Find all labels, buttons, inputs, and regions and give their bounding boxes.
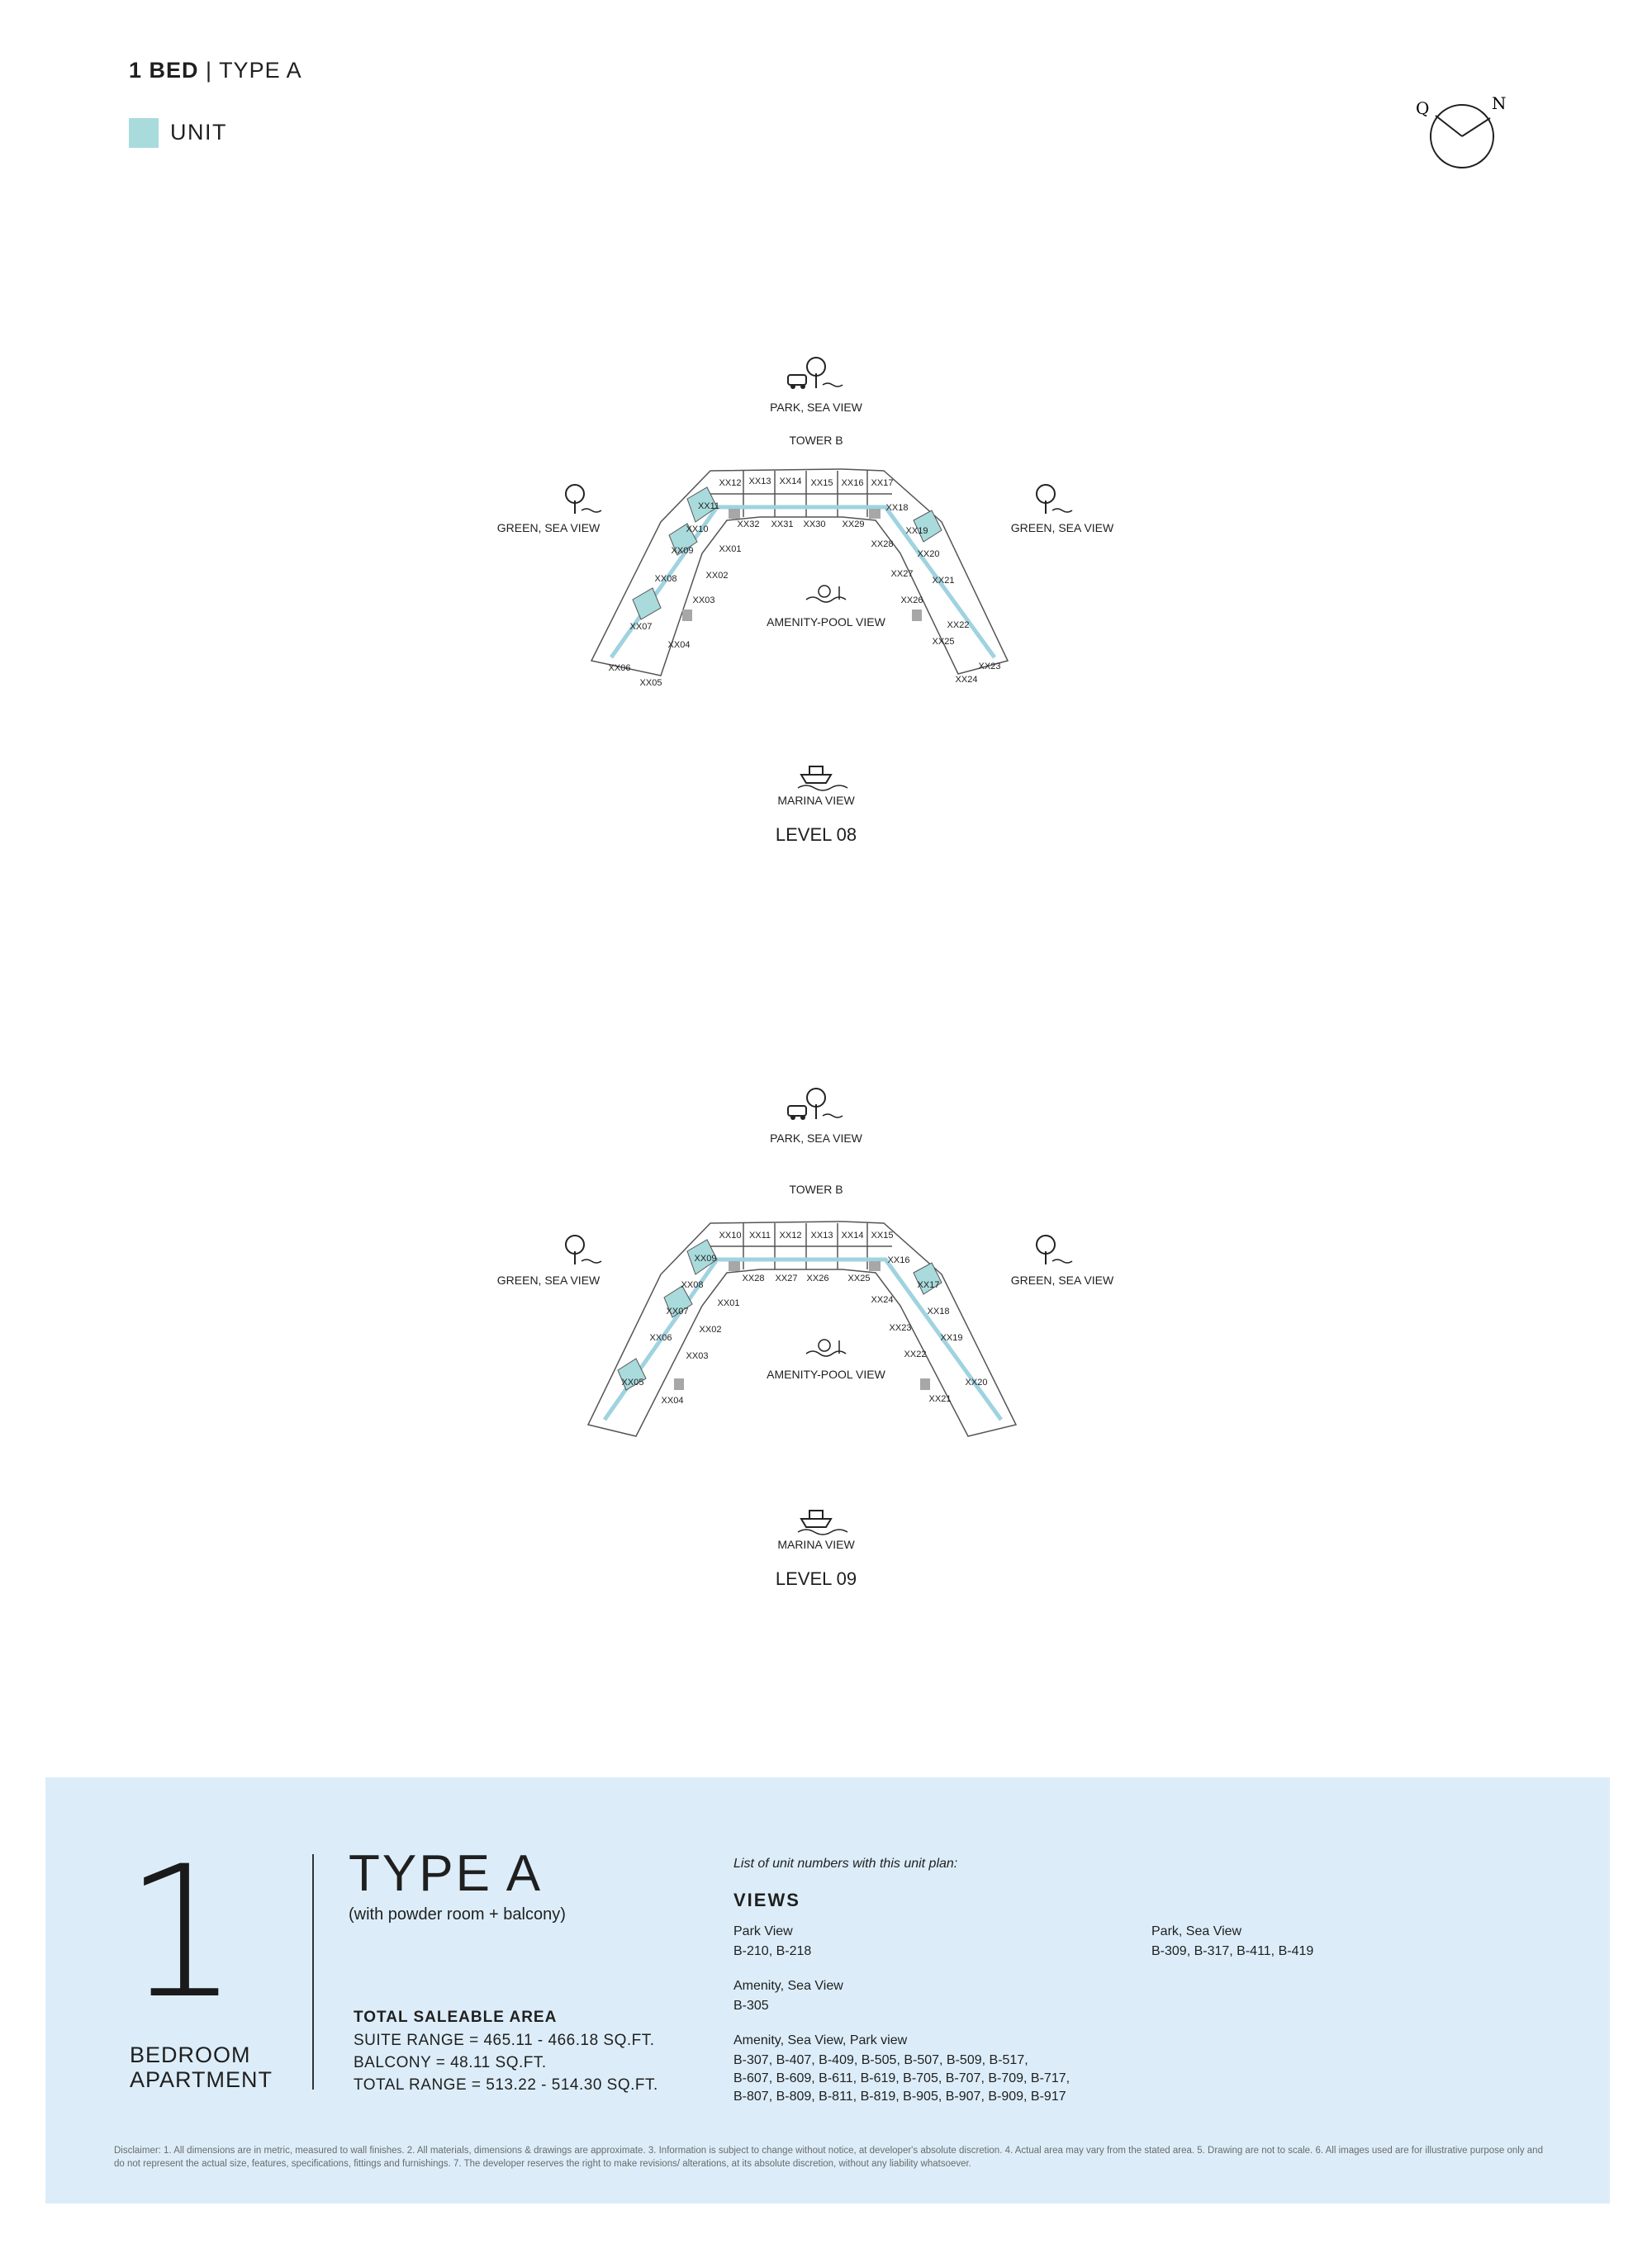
l08-right-inner-label: XX25 bbox=[932, 637, 955, 647]
l08-right-outer-label: XX19 bbox=[905, 526, 928, 536]
l09-right-outer-label: XX19 bbox=[940, 1333, 963, 1343]
disclaimer: Disclaimer: 1. All dimensions are in metric, measured to wall finishes. 2. All materials, dimensions & drawings are approximate. 3. Information is subject to change without notice, at developer's absolute discretion. 4. Actual area may vary from the stated area. 5. Drawing are not to scale. 6. All images used are for illustrative purpose only and do not represent the actual size, features, specifications, fittings and furnishings. 7. The developer reserves the right to make revisions/ alterations, at its absolute discretion, without any liability whatsoever. bbox=[114, 2146, 1543, 2169]
l09-top-row-label: XX12 bbox=[779, 1231, 802, 1241]
view-units-line: B-307, B-407, B-409, B-505, B-507, B-509, B-517, bbox=[733, 2053, 1028, 2067]
l08-left-view: GREEN, SEA VIEW bbox=[496, 521, 601, 534]
balcony-area: BALCONY = 48.11 SQ.FT. bbox=[354, 2054, 547, 2071]
l09-tower-label: TOWER B bbox=[789, 1183, 843, 1196]
type-subtitle: (with powder room + balcony) bbox=[349, 1905, 566, 1924]
view-units: B-305 bbox=[733, 1999, 769, 2013]
views-heading: VIEWS bbox=[733, 1890, 800, 1910]
l09-right-outer-label: XX17 bbox=[917, 1280, 940, 1290]
park-view-icon bbox=[788, 1089, 843, 1120]
view-units: B-309, B-317, B-411, B-419 bbox=[1151, 1944, 1314, 1958]
l08-left-inner-label: XX04 bbox=[667, 640, 691, 650]
l09-top-row-label: XX13 bbox=[810, 1231, 833, 1241]
compass-n-label: N bbox=[1492, 93, 1507, 113]
page-title bbox=[129, 58, 302, 83]
bedroom-apartment-label bbox=[130, 2042, 287, 2092]
boat-icon bbox=[798, 1511, 847, 1535]
l08-left-outer-label: XX05 bbox=[639, 678, 662, 688]
bedroom-word: BEDROOM bbox=[130, 2042, 251, 2067]
boat-icon bbox=[798, 766, 847, 790]
area-heading: TOTAL SALEABLE AREA bbox=[354, 2009, 558, 2026]
l09-inner-row-label: XX26 bbox=[806, 1274, 829, 1283]
left-tree-icon bbox=[566, 485, 601, 514]
l08-left-inner-label: XX03 bbox=[692, 595, 715, 605]
l08-top-row-label: XX14 bbox=[779, 477, 802, 486]
l08-inner-row-label: XX30 bbox=[803, 519, 826, 529]
l08-top-row-label: XX13 bbox=[748, 477, 771, 486]
view-units: B-210, B-218 bbox=[733, 1944, 812, 1958]
l09-left-outer-label: XX07 bbox=[666, 1307, 689, 1317]
l08-core-left bbox=[729, 509, 740, 519]
unit-type: TYPE A bbox=[219, 58, 302, 83]
l08-level-label: LEVEL 08 bbox=[775, 824, 857, 845]
l09-inner-row-label: XX25 bbox=[847, 1274, 871, 1283]
right-tree-icon bbox=[1037, 485, 1072, 514]
l08-right-outer-label: XX22 bbox=[947, 620, 970, 630]
l08-right-inner-label: XX28 bbox=[871, 539, 894, 549]
l09-left-inner-label: XX01 bbox=[717, 1298, 740, 1308]
l08-core-lower-left bbox=[682, 610, 692, 621]
l08-tower-label: TOWER B bbox=[789, 434, 843, 447]
view-label: Park, Sea View bbox=[1151, 1924, 1242, 1938]
l08-left-outer-label: XX07 bbox=[629, 622, 653, 632]
l09-left-inner-label: XX03 bbox=[686, 1351, 709, 1361]
l08-right-outer-label: XX18 bbox=[885, 503, 909, 513]
l09-core-lower-left bbox=[674, 1378, 684, 1390]
l09-building bbox=[588, 1222, 1016, 1436]
l09-right-inner-label: XX21 bbox=[928, 1394, 952, 1404]
view-units-line: B-807, B-809, B-811, B-819, B-905, B-907, B-909, B-917 bbox=[733, 2090, 1066, 2104]
legend-unit-label: UNIT bbox=[170, 120, 227, 145]
l09-right-outer-label: XX20 bbox=[965, 1378, 988, 1388]
l09-left-outer-label: XX09 bbox=[694, 1254, 717, 1264]
legend-unit-swatch bbox=[129, 118, 159, 148]
level-08-keyplan bbox=[496, 347, 1140, 859]
suite-range: SUITE RANGE = 465.11 - 466.18 SQ.FT. bbox=[354, 2032, 655, 2049]
l08-right-inner-label: XX26 bbox=[900, 595, 923, 605]
l09-core-left bbox=[729, 1261, 740, 1271]
l08-core-lower-right bbox=[912, 610, 922, 621]
title-separator: | bbox=[198, 58, 220, 83]
l08-top-row-label: XX17 bbox=[871, 478, 894, 488]
l09-inner-row-label: XX28 bbox=[742, 1274, 765, 1283]
l09-left-outer-label: XX06 bbox=[649, 1333, 672, 1343]
view-label: Park View bbox=[733, 1924, 793, 1938]
l09-right-inner-label: XX22 bbox=[904, 1350, 927, 1359]
l08-left-outer-label: XX08 bbox=[654, 574, 677, 584]
bedroom-count: 1 bbox=[124, 1827, 240, 2038]
l08-right-inner-label: XX27 bbox=[890, 569, 914, 579]
l09-left-inner-label: XX04 bbox=[661, 1396, 684, 1406]
l08-right-outer-label: XX23 bbox=[978, 662, 1001, 671]
compass-q-label: Q bbox=[1416, 98, 1430, 118]
l09-top-row-label: XX15 bbox=[871, 1231, 894, 1241]
l08-inner-row-label: XX32 bbox=[737, 519, 760, 529]
view-label: Amenity, Sea View, Park view bbox=[733, 2033, 908, 2047]
l09-left-inner-label: XX02 bbox=[699, 1325, 722, 1335]
l09-right-view: GREEN, SEA VIEW bbox=[1010, 1274, 1114, 1287]
l08-inner-row-label: XX31 bbox=[771, 519, 794, 529]
l08-top-row-label: XX12 bbox=[719, 478, 742, 488]
l08-left-outer-label: XX06 bbox=[608, 663, 631, 673]
l08-right-view: GREEN, SEA VIEW bbox=[1010, 521, 1114, 534]
right-tree-icon bbox=[1037, 1236, 1072, 1264]
l09-center-view: AMENITY-POOL VIEW bbox=[767, 1368, 885, 1381]
compass-icon bbox=[1404, 91, 1512, 173]
total-range: TOTAL RANGE = 513.22 - 514.30 SQ.FT. bbox=[354, 2076, 658, 2094]
l09-right-inner-label: XX24 bbox=[871, 1295, 894, 1305]
l09-top-row-label: XX14 bbox=[841, 1231, 864, 1241]
view-label: Amenity, Sea View bbox=[733, 1979, 843, 1993]
park-view-icon bbox=[788, 358, 843, 389]
l08-core-right bbox=[869, 509, 881, 519]
l08-right-outer-label: XX21 bbox=[932, 576, 955, 586]
l09-core-right bbox=[869, 1261, 881, 1271]
l09-bottom-view: MARINA VIEW bbox=[777, 1538, 855, 1551]
l09-left-outer-label: XX05 bbox=[621, 1378, 644, 1388]
l08-right-outer-label: XX24 bbox=[955, 675, 978, 685]
apartment-word: APARTMENT bbox=[130, 2067, 273, 2092]
l08-left-outer-label: XX09 bbox=[671, 546, 694, 556]
panel-divider bbox=[312, 1854, 314, 2090]
l09-inner-row-label: XX27 bbox=[775, 1274, 798, 1283]
unit-list-intro: List of unit numbers with this unit plan: bbox=[733, 1857, 958, 1871]
l08-center-view: AMENITY-POOL VIEW bbox=[767, 615, 885, 629]
l09-core-lower-right bbox=[920, 1378, 930, 1390]
l08-top-row-label: XX16 bbox=[841, 478, 864, 488]
l08-left-inner-label: XX02 bbox=[705, 571, 729, 581]
pool-amenity-icon bbox=[806, 1340, 846, 1356]
type-title: TYPE A bbox=[349, 1845, 544, 1902]
bed-count: 1 BED bbox=[129, 58, 199, 83]
l09-top-view: PARK, SEA VIEW bbox=[770, 1132, 862, 1145]
l09-right-outer-label: XX18 bbox=[927, 1307, 950, 1317]
l09-top-row-label: XX10 bbox=[719, 1231, 742, 1241]
l08-left-inner-label: XX01 bbox=[719, 544, 742, 554]
l09-right-outer-label: XX16 bbox=[887, 1255, 910, 1265]
l09-top-row-label: XX11 bbox=[748, 1231, 771, 1241]
l09-right-inner-label: XX23 bbox=[889, 1323, 912, 1333]
l08-bottom-view: MARINA VIEW bbox=[777, 794, 855, 807]
l08-left-outer-label: XX11 bbox=[697, 501, 720, 511]
l09-left-outer-label: XX08 bbox=[681, 1280, 704, 1290]
l09-level-label: LEVEL 09 bbox=[775, 1568, 857, 1589]
pool-amenity-icon bbox=[806, 586, 846, 602]
view-units-line: B-607, B-609, B-611, B-619, B-705, B-707, B-709, B-717, bbox=[733, 2071, 1070, 2085]
l08-left-outer-label: XX10 bbox=[686, 524, 709, 534]
l08-top-view: PARK, SEA VIEW bbox=[770, 401, 862, 414]
l08-inner-row-label: XX29 bbox=[842, 519, 865, 529]
level-09-keyplan bbox=[496, 1078, 1140, 1590]
l08-right-outer-label: XX20 bbox=[917, 549, 940, 559]
left-tree-icon bbox=[566, 1236, 601, 1264]
l09-left-view: GREEN, SEA VIEW bbox=[496, 1274, 601, 1287]
l08-top-row-label: XX15 bbox=[810, 478, 833, 488]
